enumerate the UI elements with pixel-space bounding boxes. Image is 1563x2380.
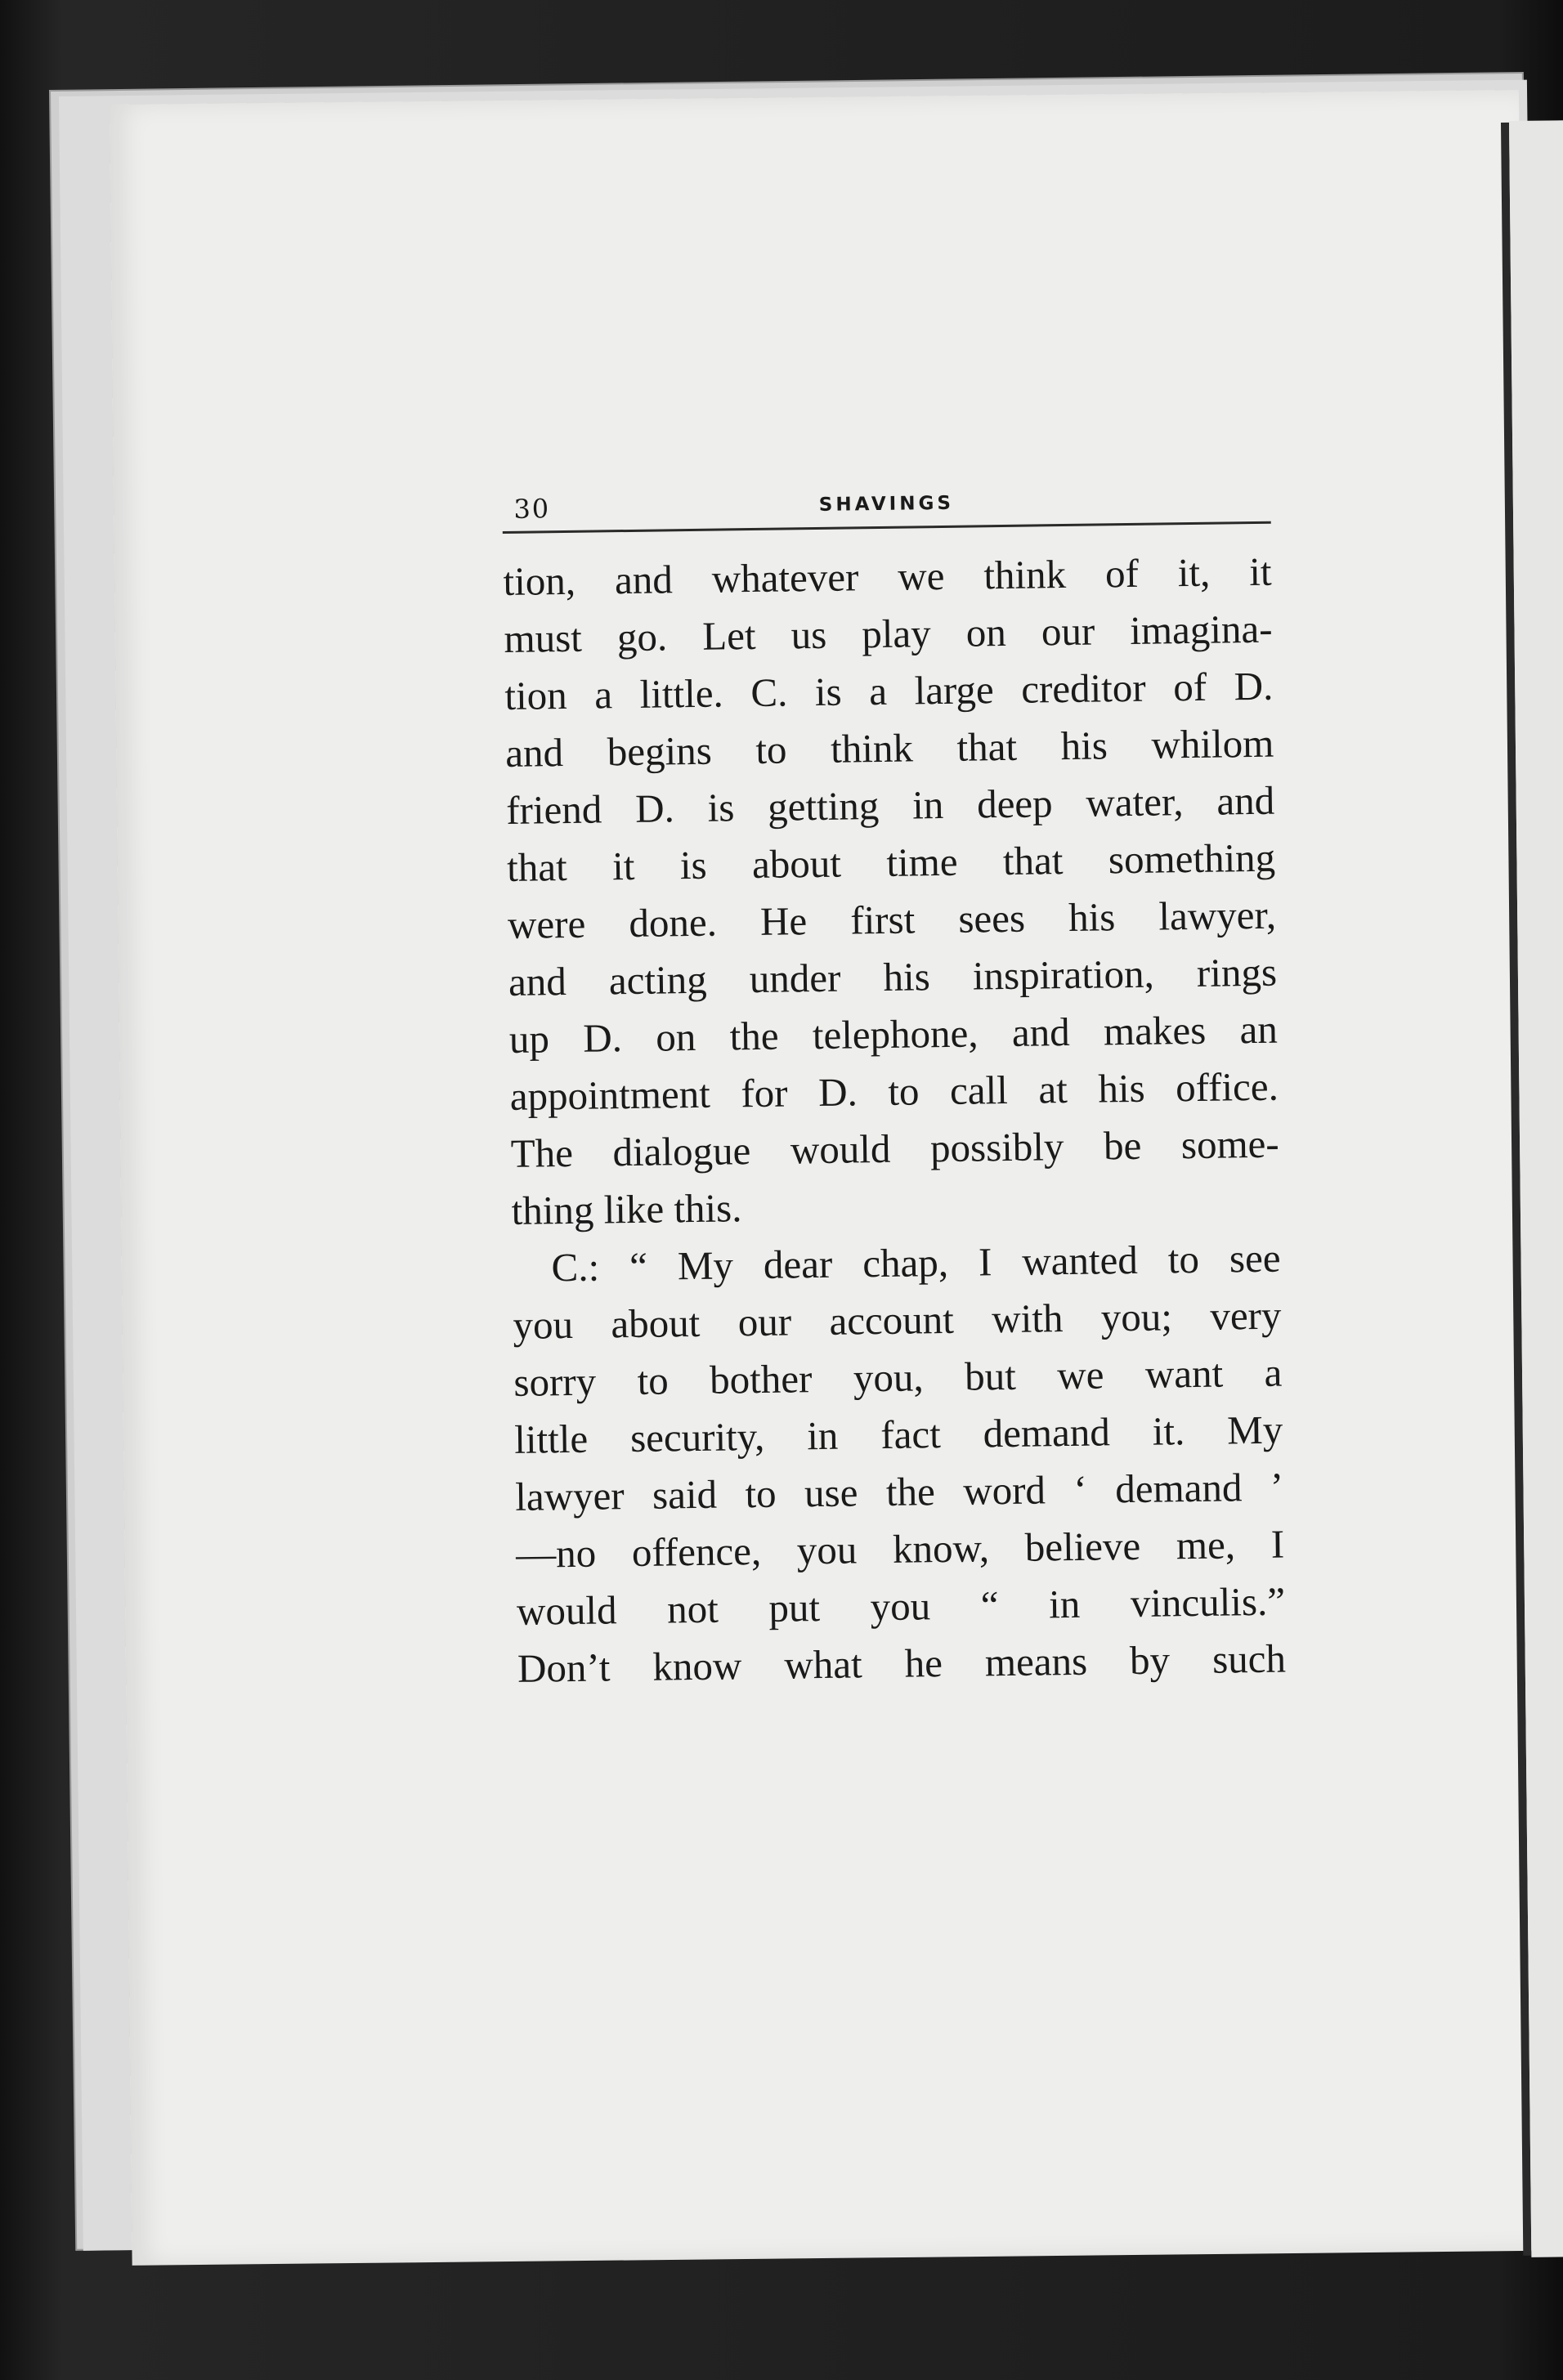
running-head xyxy=(502,472,1271,534)
text-line: little security, in fact demand it. My xyxy=(513,1407,1283,1462)
text-line: you about our account with you; very xyxy=(513,1292,1282,1348)
text-line: C.: “ My dear chap, I wanted to see xyxy=(551,1235,1281,1291)
text-line: appointment for D. to call at his office. xyxy=(509,1063,1279,1119)
text-line: lawyer said to use the word ‘ demand ’ xyxy=(514,1464,1284,1519)
text-line: were done. He first sees his lawyer, xyxy=(507,892,1277,947)
text-line: would not put you “ in vinculis.” xyxy=(516,1578,1286,1634)
text-line: and acting under his inspiration, rings xyxy=(508,949,1278,1004)
text-line: sorry to bother you, but we want a xyxy=(513,1349,1283,1405)
text-line: tion a little. C. is a large creditor of D. xyxy=(504,663,1274,718)
text-line: friend D. is getting in deep water, and xyxy=(505,777,1275,833)
text-line: up D. on the telephone, and makes an xyxy=(508,1006,1279,1062)
page-number: 30 xyxy=(513,493,551,525)
text-line: thing like this. xyxy=(511,1185,742,1233)
text-line: must go. Let us play on our imagina- xyxy=(504,606,1273,661)
text-line: Don’t know what he means by such xyxy=(517,1635,1287,1691)
text-line: —no offence, you know, believe me, I xyxy=(515,1521,1285,1577)
text-line: The dialogue would possibly be some- xyxy=(510,1121,1280,1176)
running-title: SHAVINGS xyxy=(818,492,955,516)
body-text xyxy=(503,544,1286,1698)
paragraph-2 xyxy=(512,1230,1286,1698)
text-line: tion, and whatever we think of it, it xyxy=(503,548,1272,604)
page-content xyxy=(502,472,1286,1698)
text-line: that it is about time that something xyxy=(506,834,1276,890)
paragraph-1 xyxy=(503,544,1280,1240)
text-line: and begins to think that his whilom xyxy=(504,720,1274,776)
